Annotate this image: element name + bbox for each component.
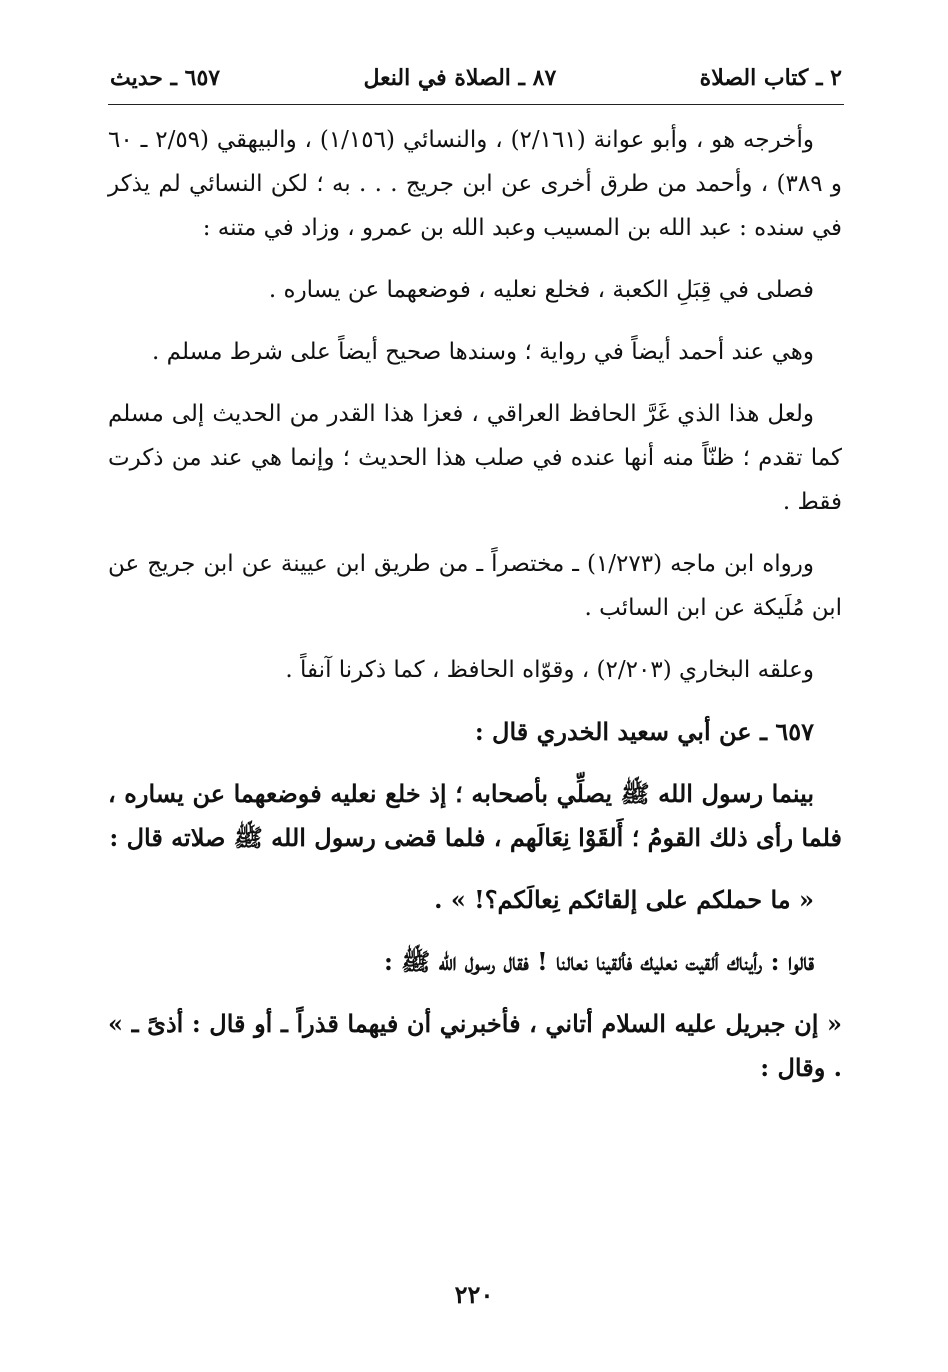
- page-body: [108, 118, 842, 1108]
- running-header: [110, 58, 842, 98]
- header-divider: [108, 104, 844, 105]
- header-book-title: ٢ ـ كتاب الصلاة: [699, 65, 842, 91]
- header-hadith-number: ٦٥٧ ـ حديث: [110, 65, 221, 91]
- page-number: ٢٢٠: [454, 1280, 494, 1309]
- paragraph: فصلى في قِبَلِ الكعبة ، فخلع نعليه ، فوضعهما عن يساره .: [268, 277, 814, 303]
- paragraph: وعلقه البخاري (٢/٢٠٣) ، وقوّاه الحافظ ، كما ذكرنا آنفاً .: [285, 657, 814, 683]
- header-chapter-title: ٨٧ ـ الصلاة في النعل: [363, 65, 557, 91]
- paragraph: ورواه ابن ماجه (١/٢٧٣) ـ مختصراً ـ من طريق ابن عيينة عن ابن جريج عن ابن مُلَيكة عن ابن السائب .: [108, 551, 842, 621]
- hadith-paragraph: بينما رسول الله ﷺ يصلِّي بأصحابه ؛ إذ خلع نعليه فوضعهما عن يساره ، فلما رأى ذلك القومُ ؛ أَلقَوْا نِعَالَهم ، فلما قضى رسول الله ﷺ صلاته قال :: [108, 779, 842, 852]
- hadith-heading: ٦٥٧ ـ عن أبي سعيد الخدري قال :: [474, 717, 814, 746]
- hadith-paragraph: قالوا : رأيناك ألقيت نعليك فألقينا نعالنا ! فقال رسول الله ﷺ :: [384, 947, 814, 976]
- paragraph: وهي عند أحمد أيضاً في رواية ؛ وسندها صحيح أيضاً على شرط مسلم .: [152, 339, 814, 365]
- paragraph: وأخرجه هو ، وأبو عوانة (٢/١٦١) ، والنسائي (١/١٥٦) ، والبيهقي (٢/٥٩ ـ ٦٠ و ٣٨٩) ، وأحمد من طرق أخرى عن ابن جريج . . . به ؛ لكن النسائي لم يذكر في سنده : عبد الله بن المسيب وعبد الله بن عمرو ، وزاد في متنه :: [108, 127, 842, 241]
- paragraph: ولعل هذا الذي غَرَّ الحافظ العراقي ، فعزا هذا القدر من الحديث إلى مسلم كما تقدم ؛ ظنّاً منه أنها عنده في صلب هذا الحديث ؛ وإنما هي عند من ذكرت فقط .: [108, 401, 842, 515]
- hadith-paragraph: « إن جبريل عليه السلام أتاني ، فأخبرني أن فيهما قذراً ـ أو قال : أذىً ـ » . وقال :: [108, 1009, 842, 1082]
- hadith-paragraph: « ما حملكم على إلقائكم نِعالَكم؟! » .: [434, 885, 814, 914]
